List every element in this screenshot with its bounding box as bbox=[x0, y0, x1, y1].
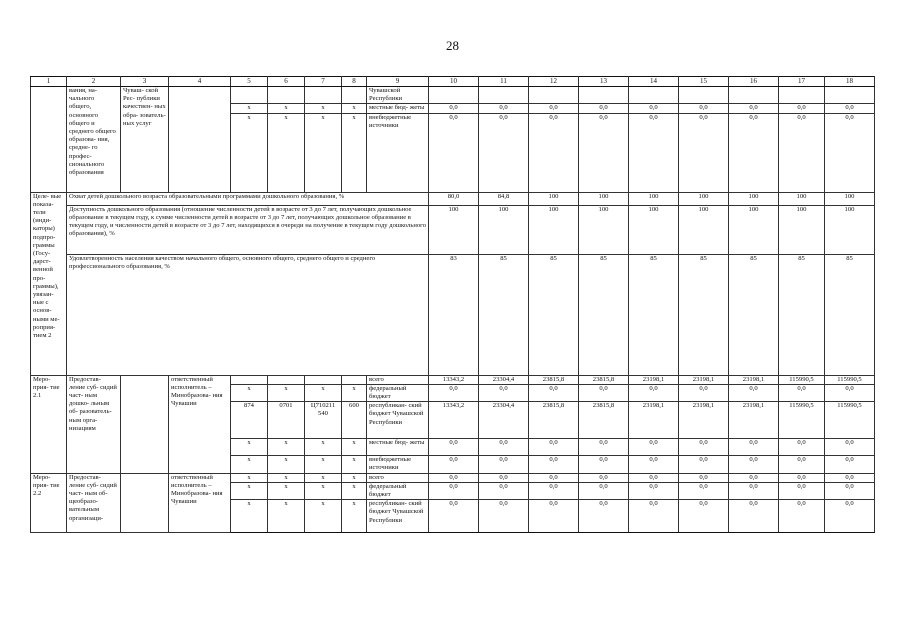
cell-c1 bbox=[31, 87, 67, 193]
value-cell: 23815,8 bbox=[529, 402, 579, 439]
column-header: 13 bbox=[579, 77, 629, 87]
value-cell: 0,0 bbox=[825, 113, 875, 192]
value-cell: 0,0 bbox=[679, 500, 729, 533]
budget-table bbox=[30, 76, 875, 533]
value-cell: 0,0 bbox=[729, 439, 779, 456]
value-cell: 100 bbox=[529, 205, 579, 254]
value-cell bbox=[479, 87, 529, 104]
funding-source: республикан- ский бюджет Чувашской Республики bbox=[367, 402, 429, 439]
value-cell: 0,0 bbox=[729, 113, 779, 192]
value-cell: 0,0 bbox=[729, 500, 779, 533]
measure-name: Предостав- ление суб- сидий част- ным об- щеобразо- вательным организаци- bbox=[67, 473, 121, 533]
code-cell: x bbox=[342, 113, 367, 192]
code-cell bbox=[268, 87, 305, 104]
value-cell: 0,0 bbox=[779, 113, 825, 192]
value-cell: 23198,1 bbox=[629, 375, 679, 384]
value-cell: 0,0 bbox=[579, 113, 629, 192]
column-header: 2 bbox=[67, 77, 121, 87]
value-cell bbox=[529, 87, 579, 104]
value-cell: 0,0 bbox=[529, 384, 579, 401]
code-cell bbox=[231, 87, 268, 104]
value-cell: 100 bbox=[729, 192, 779, 205]
value-cell: 0,0 bbox=[579, 104, 629, 113]
column-header: 3 bbox=[121, 77, 169, 87]
code-cell: x bbox=[305, 104, 342, 113]
table-row bbox=[31, 87, 875, 104]
code-cell bbox=[305, 87, 342, 104]
value-cell: 0,0 bbox=[825, 384, 875, 401]
value-cell: 23198,1 bbox=[679, 402, 729, 439]
value-cell: 0,0 bbox=[679, 473, 729, 482]
value-cell: 0,0 bbox=[579, 473, 629, 482]
code-cell: x bbox=[342, 384, 367, 401]
funding-source: внебюджетные источники bbox=[367, 113, 429, 192]
value-cell: 0,0 bbox=[825, 482, 875, 499]
code-cell: x bbox=[268, 482, 305, 499]
code-cell: x bbox=[305, 456, 342, 473]
funding-source: внебюджетные источники bbox=[367, 456, 429, 473]
value-cell: 83 bbox=[429, 254, 479, 375]
cell-c3 bbox=[121, 375, 169, 473]
column-header: 15 bbox=[679, 77, 729, 87]
value-cell: 0,0 bbox=[529, 113, 579, 192]
value-cell: 100 bbox=[779, 192, 825, 205]
value-cell: 23198,1 bbox=[729, 375, 779, 384]
value-cell: 0,0 bbox=[579, 482, 629, 499]
code-cell: x bbox=[342, 104, 367, 113]
code-cell: x bbox=[268, 456, 305, 473]
value-cell: 0,0 bbox=[679, 384, 729, 401]
value-cell: 0,0 bbox=[429, 113, 479, 192]
executor-text: ответственный исполнитель – Минобразова- ния Чувашии bbox=[169, 375, 231, 473]
value-cell: 0,0 bbox=[429, 500, 479, 533]
value-cell: 0,0 bbox=[529, 439, 579, 456]
cell-c4 bbox=[169, 87, 231, 193]
code-cell: x bbox=[231, 473, 268, 482]
column-header: 10 bbox=[429, 77, 479, 87]
value-cell: 0,0 bbox=[729, 482, 779, 499]
measure-name: Предостав- ление суб- сидий част- ным дошко- льным об- разователь- ным орга- низациям bbox=[67, 375, 121, 473]
value-cell: 100 bbox=[679, 205, 729, 254]
executor-text: ответственный исполнитель – Минобразова- ния Чувашии bbox=[169, 473, 231, 533]
value-cell: 23304,4 bbox=[479, 375, 529, 384]
value-cell: 100 bbox=[429, 205, 479, 254]
value-cell: 0,0 bbox=[779, 439, 825, 456]
value-cell: 0,0 bbox=[529, 500, 579, 533]
value-cell: 100 bbox=[629, 205, 679, 254]
value-cell: 100 bbox=[579, 192, 629, 205]
value-cell: 0,0 bbox=[779, 104, 825, 113]
value-cell: 0,0 bbox=[579, 456, 629, 473]
value-cell: 23198,1 bbox=[729, 402, 779, 439]
column-header: 9 bbox=[367, 77, 429, 87]
funding-source: федеральный бюджет bbox=[367, 384, 429, 401]
funding-source: всего bbox=[367, 375, 429, 384]
value-cell: 85 bbox=[679, 254, 729, 375]
value-cell: 85 bbox=[629, 254, 679, 375]
code-cell: x bbox=[305, 473, 342, 482]
indicator-text: Охват детей дошкольного возраста образовательными программами дошкольного образования, % bbox=[67, 192, 429, 205]
code-cell bbox=[342, 87, 367, 104]
code-cell: x bbox=[231, 500, 268, 533]
value-cell: 0,0 bbox=[529, 473, 579, 482]
value-cell: 0,0 bbox=[679, 482, 729, 499]
code-cell: x bbox=[231, 113, 268, 192]
value-cell: 100 bbox=[779, 205, 825, 254]
value-cell: 0,0 bbox=[729, 473, 779, 482]
value-cell: 100 bbox=[729, 205, 779, 254]
value-cell bbox=[825, 87, 875, 104]
indicator-text: Доступность дошкольного образования (отношение численности детей в возрасте от 3 до 7 лет, получающих дошкольное образование в текущем году, к сумме численности детей в возрасте от 3 до 7 лет, получающих дошкольное образование в текущем году, и численности детей в возрасте от 3 до 7 лет, находящихся в очереди на получение в текущем году дошкольного образования), % bbox=[67, 205, 429, 254]
column-header: 6 bbox=[268, 77, 305, 87]
value-cell: 0,0 bbox=[729, 456, 779, 473]
value-cell: 0,0 bbox=[729, 104, 779, 113]
value-cell: 0,0 bbox=[429, 473, 479, 482]
value-cell: 0,0 bbox=[779, 473, 825, 482]
code-cell bbox=[268, 375, 305, 384]
column-header: 8 bbox=[342, 77, 367, 87]
value-cell: 0,0 bbox=[679, 456, 729, 473]
value-cell bbox=[579, 87, 629, 104]
value-cell: 23198,1 bbox=[629, 402, 679, 439]
value-cell: 0,0 bbox=[429, 384, 479, 401]
value-cell: 0,0 bbox=[529, 456, 579, 473]
value-cell: 85 bbox=[729, 254, 779, 375]
value-cell: 23815,8 bbox=[579, 375, 629, 384]
value-cell: 0,0 bbox=[529, 482, 579, 499]
code-cell: x bbox=[268, 384, 305, 401]
code-cell: Ц710211 540 bbox=[305, 402, 342, 439]
code-cell: x bbox=[305, 113, 342, 192]
indicator-text: Удовлетворенность населения качеством начального общего, основного общего, среднего общего и среднего профессионального образования, % bbox=[67, 254, 429, 375]
code-cell: x bbox=[268, 439, 305, 456]
value-cell: 0,0 bbox=[629, 439, 679, 456]
column-header: 7 bbox=[305, 77, 342, 87]
indicators-label: Целе- вые показа- тели (инди- каторы) подпро- граммы (Госу- дарст- венной про- граммы), увязан- ные с основ- ными ме- роприя- тием 2 bbox=[31, 192, 67, 375]
value-cell: 100 bbox=[629, 192, 679, 205]
table-row bbox=[31, 205, 875, 254]
code-cell: x bbox=[231, 482, 268, 499]
value-cell: 0,0 bbox=[779, 384, 825, 401]
value-cell: 0,0 bbox=[825, 439, 875, 456]
column-header: 18 bbox=[825, 77, 875, 87]
page-number: 28 bbox=[446, 38, 459, 53]
value-cell: 0,0 bbox=[825, 456, 875, 473]
value-cell: 85 bbox=[479, 254, 529, 375]
value-cell: 0,0 bbox=[429, 439, 479, 456]
code-cell: 600 bbox=[342, 402, 367, 439]
value-cell: 0,0 bbox=[679, 104, 729, 113]
value-cell: 0,0 bbox=[629, 456, 679, 473]
value-cell: 115990,5 bbox=[779, 375, 825, 384]
value-cell: 100 bbox=[825, 205, 875, 254]
code-cell: x bbox=[268, 113, 305, 192]
value-cell bbox=[779, 87, 825, 104]
value-cell: 0,0 bbox=[679, 113, 729, 192]
value-cell: 115990,5 bbox=[825, 402, 875, 439]
cell-c3 bbox=[121, 473, 169, 533]
goal-text: Чуваш- ской Рес- публики качествен- ных обра- зователь- ных услуг bbox=[121, 87, 169, 193]
value-cell: 0,0 bbox=[825, 104, 875, 113]
code-cell: x bbox=[268, 500, 305, 533]
funding-source: местные бюд- жеты bbox=[367, 104, 429, 113]
value-cell: 0,0 bbox=[825, 500, 875, 533]
value-cell: 23815,8 bbox=[529, 375, 579, 384]
table-row bbox=[31, 254, 875, 375]
value-cell: 23304,4 bbox=[479, 402, 529, 439]
value-cell: 85 bbox=[779, 254, 825, 375]
value-cell: 0,0 bbox=[429, 482, 479, 499]
code-cell bbox=[305, 375, 342, 384]
code-cell: x bbox=[268, 104, 305, 113]
value-cell: 85 bbox=[579, 254, 629, 375]
code-cell: x bbox=[305, 500, 342, 533]
table-row bbox=[31, 473, 875, 482]
code-cell: x bbox=[342, 500, 367, 533]
column-header: 5 bbox=[231, 77, 268, 87]
column-header: 4 bbox=[169, 77, 231, 87]
column-header: 17 bbox=[779, 77, 825, 87]
value-cell: 0,0 bbox=[629, 500, 679, 533]
value-cell: 100 bbox=[529, 192, 579, 205]
code-cell: 0701 bbox=[268, 402, 305, 439]
code-cell: x bbox=[268, 473, 305, 482]
column-header: 11 bbox=[479, 77, 529, 87]
value-cell bbox=[729, 87, 779, 104]
value-cell: 100 bbox=[825, 192, 875, 205]
value-cell: 0,0 bbox=[479, 473, 529, 482]
code-cell: x bbox=[305, 384, 342, 401]
value-cell: 100 bbox=[579, 205, 629, 254]
value-cell: 0,0 bbox=[779, 500, 825, 533]
funding-source: местные бюд- жеты bbox=[367, 439, 429, 456]
value-cell: 0,0 bbox=[779, 482, 825, 499]
code-cell bbox=[231, 375, 268, 384]
value-cell: 80,0 bbox=[429, 192, 479, 205]
table-row bbox=[31, 77, 875, 87]
value-cell: 100 bbox=[479, 205, 529, 254]
value-cell: 0,0 bbox=[529, 104, 579, 113]
value-cell: 13343,2 bbox=[429, 402, 479, 439]
value-cell: 23815,8 bbox=[579, 402, 629, 439]
value-cell: 0,0 bbox=[479, 456, 529, 473]
value-cell: 23198,1 bbox=[679, 375, 729, 384]
value-cell bbox=[679, 87, 729, 104]
column-header: 12 bbox=[529, 77, 579, 87]
value-cell: 0,0 bbox=[825, 473, 875, 482]
value-cell: 0,0 bbox=[579, 384, 629, 401]
value-cell: 0,0 bbox=[429, 104, 479, 113]
code-cell: x bbox=[231, 439, 268, 456]
value-cell: 0,0 bbox=[729, 384, 779, 401]
code-cell: x bbox=[305, 439, 342, 456]
value-cell: 0,0 bbox=[479, 113, 529, 192]
value-cell: 0,0 bbox=[629, 113, 679, 192]
value-cell: 0,0 bbox=[479, 104, 529, 113]
event-name: вания, на- чального общего, основного общего и среднего общего образова- ния, средне- го профес- сионального образования bbox=[67, 87, 121, 193]
value-cell: 0,0 bbox=[479, 482, 529, 499]
value-cell: 0,0 bbox=[629, 384, 679, 401]
value-cell: 0,0 bbox=[679, 439, 729, 456]
code-cell: x bbox=[231, 384, 268, 401]
value-cell: 84,8 bbox=[479, 192, 529, 205]
code-cell: x bbox=[231, 456, 268, 473]
value-cell: 0,0 bbox=[629, 104, 679, 113]
measure-number: Меро- прия- тие 2.2 bbox=[31, 473, 67, 533]
code-cell: 874 bbox=[231, 402, 268, 439]
value-cell: 0,0 bbox=[479, 500, 529, 533]
column-header: 16 bbox=[729, 77, 779, 87]
value-cell: 0,0 bbox=[629, 482, 679, 499]
value-cell: 0,0 bbox=[579, 500, 629, 533]
code-cell: x bbox=[231, 104, 268, 113]
value-cell bbox=[429, 87, 479, 104]
funding-source: всего bbox=[367, 473, 429, 482]
value-cell: 115990,5 bbox=[779, 402, 825, 439]
code-cell: x bbox=[342, 473, 367, 482]
value-cell: 0,0 bbox=[429, 456, 479, 473]
value-cell: 0,0 bbox=[479, 439, 529, 456]
value-cell: 13343,2 bbox=[429, 375, 479, 384]
table-row bbox=[31, 192, 875, 205]
value-cell: 0,0 bbox=[779, 456, 825, 473]
value-cell: 85 bbox=[825, 254, 875, 375]
table-row bbox=[31, 375, 875, 384]
funding-source: республикан- ский бюджет Чувашской Республики bbox=[367, 500, 429, 533]
column-header: 14 bbox=[629, 77, 679, 87]
funding-source: федеральный бюджет bbox=[367, 482, 429, 499]
column-header: 1 bbox=[31, 77, 67, 87]
code-cell bbox=[342, 375, 367, 384]
value-cell bbox=[629, 87, 679, 104]
value-cell: 115990,5 bbox=[825, 375, 875, 384]
value-cell: 85 bbox=[529, 254, 579, 375]
value-cell: 0,0 bbox=[629, 473, 679, 482]
measure-number: Меро- прия- тие 2.1 bbox=[31, 375, 67, 473]
funding-source: Чувашской Республики bbox=[367, 87, 429, 104]
code-cell: x bbox=[342, 456, 367, 473]
value-cell: 100 bbox=[679, 192, 729, 205]
code-cell: x bbox=[305, 482, 342, 499]
value-cell: 0,0 bbox=[579, 439, 629, 456]
value-cell: 0,0 bbox=[479, 384, 529, 401]
code-cell: x bbox=[342, 482, 367, 499]
code-cell: x bbox=[342, 439, 367, 456]
